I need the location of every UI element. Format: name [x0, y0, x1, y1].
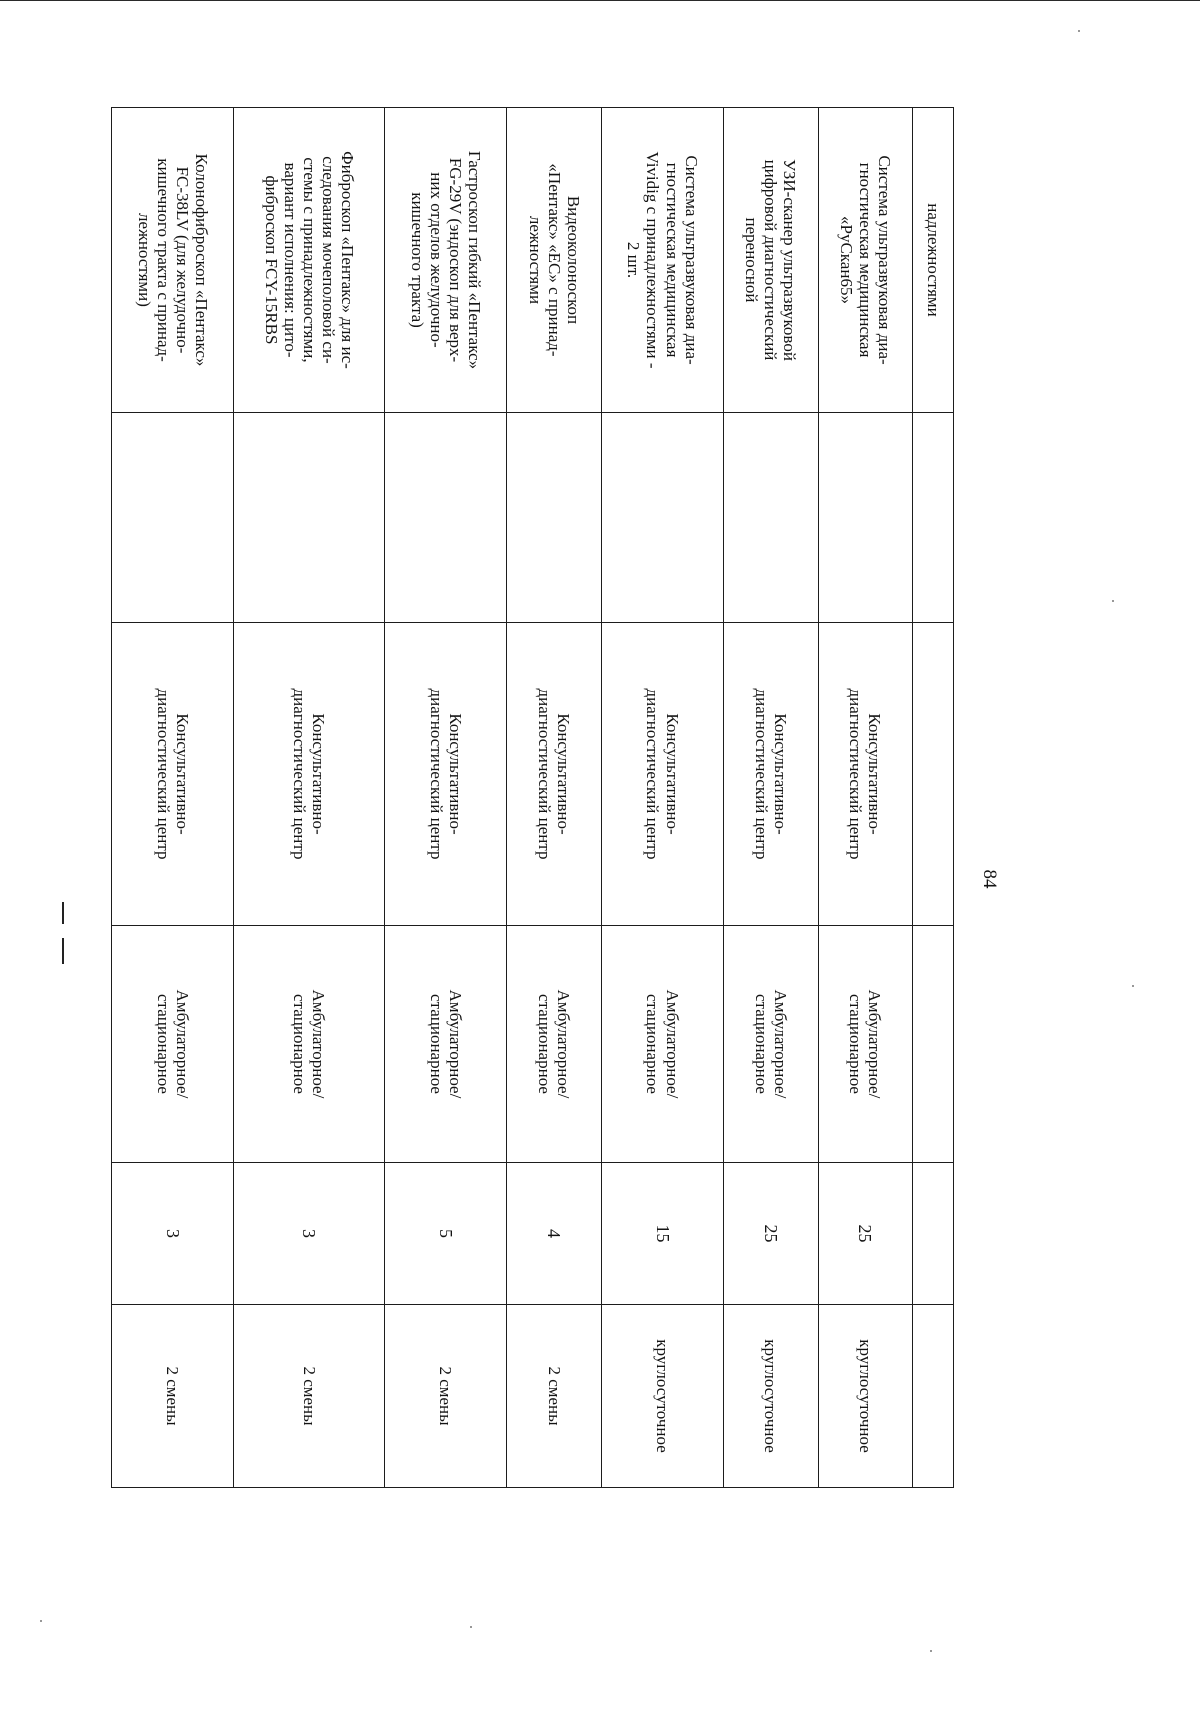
scan-speck — [1112, 600, 1114, 602]
margin-mark-lower — [62, 938, 64, 964]
equipment-table — [111, 107, 954, 1488]
schedule-cell: 2 смены — [234, 1305, 384, 1488]
spare-cell — [724, 413, 818, 623]
count-cell — [913, 1163, 954, 1305]
care-mode-cell: Амбулаторное/ стационарное — [724, 926, 818, 1163]
department-cell: Консультативно- диагностический центр — [507, 623, 601, 926]
table-row — [507, 108, 601, 1488]
schedule-cell: круглосуточное — [724, 1305, 818, 1488]
care-mode-cell: Амбулаторное/ стационарное — [234, 926, 384, 1163]
count-cell: 15 — [601, 1163, 723, 1305]
table-row — [112, 108, 234, 1488]
table-row — [724, 108, 818, 1488]
count-cell: 3 — [234, 1163, 384, 1305]
schedule-cell: круглосуточное — [601, 1305, 723, 1488]
equipment-name-cell: Видеоколоноскоп «Пентакс» «ЕС» с принад- лежностями — [507, 108, 601, 413]
count-cell: 5 — [384, 1163, 506, 1305]
equipment-name-cell: Система ультразвуковая диа- гностическая медицинская Vividig с принадлежностями - 2 шт. — [601, 108, 723, 413]
rotated-page — [110, 107, 1030, 1487]
spare-cell — [507, 413, 601, 623]
equipment-name-cell: надлежностями — [913, 108, 954, 413]
care-mode-cell: Амбулаторное/ стационарное — [507, 926, 601, 1163]
scan-speck — [1132, 985, 1134, 987]
scan-top-edge — [0, 0, 1200, 1]
spare-cell — [384, 413, 506, 623]
equipment-name-cell: Фиброскоп «Пентакс» для ис- следования мочеполовой си- стемы с принадлежностями, вариант исполнения: цито- фиброскоп FCY-15RBS — [234, 108, 384, 413]
care-mode-cell: Амбулаторное/ стационарное — [112, 926, 234, 1163]
scan-speck — [930, 1650, 932, 1652]
department-cell — [913, 623, 954, 926]
page-number: 84 — [979, 869, 1000, 889]
department-cell: Консультативно- диагностический центр — [234, 623, 384, 926]
count-cell: 3 — [112, 1163, 234, 1305]
schedule-cell: 2 смены — [384, 1305, 506, 1488]
equipment-name-cell: Колонофиброскоп «Пентакс» FC-38LV (для желудочно- кишечного тракта с принад- лежностями) — [112, 108, 234, 413]
department-cell: Консультативно- диагностический центр — [601, 623, 723, 926]
table-row — [601, 108, 723, 1488]
spare-cell — [234, 413, 384, 623]
spare-cell — [112, 413, 234, 623]
department-cell: Консультативно- диагностический центр — [112, 623, 234, 926]
count-cell: 25 — [818, 1163, 912, 1305]
schedule-cell: 2 смены — [507, 1305, 601, 1488]
department-cell: Консультативно- диагностический центр — [724, 623, 818, 926]
schedule-cell — [913, 1305, 954, 1488]
margin-mark-upper — [62, 902, 64, 924]
schedule-cell: круглосуточное — [818, 1305, 912, 1488]
equipment-name-cell: Система ультразвуковая диа- гностическая медицинская «РуСкан65» — [818, 108, 912, 413]
count-cell: 25 — [724, 1163, 818, 1305]
spare-cell — [913, 413, 954, 623]
table-row — [818, 108, 912, 1488]
count-cell: 4 — [507, 1163, 601, 1305]
spare-cell — [818, 413, 912, 623]
department-cell: Консультативно- диагностический центр — [384, 623, 506, 926]
scan-speck — [470, 1626, 472, 1628]
scan-speck — [1078, 30, 1080, 32]
schedule-cell: 2 смены — [112, 1305, 234, 1488]
department-cell: Консультативно- диагностический центр — [818, 623, 912, 926]
spare-cell — [601, 413, 723, 623]
care-mode-cell: Амбулаторное/ стационарное — [818, 926, 912, 1163]
care-mode-cell: Амбулаторное/ стационарное — [384, 926, 506, 1163]
equipment-name-cell: Гастроскоп гибкий «Пентакс» FG-29V (эндоскоп для верх- них отделов желудочно- кишечного тракта) — [384, 108, 506, 413]
care-mode-cell: Амбулаторное/ стационарное — [601, 926, 723, 1163]
table-row — [384, 108, 506, 1488]
table-row — [234, 108, 384, 1488]
care-mode-cell — [913, 926, 954, 1163]
scan-speck — [40, 1620, 42, 1622]
equipment-name-cell: УЗИ-сканер ультразвуковой цифровой диагностический переносной — [724, 108, 818, 413]
table-header-row — [913, 108, 954, 1488]
